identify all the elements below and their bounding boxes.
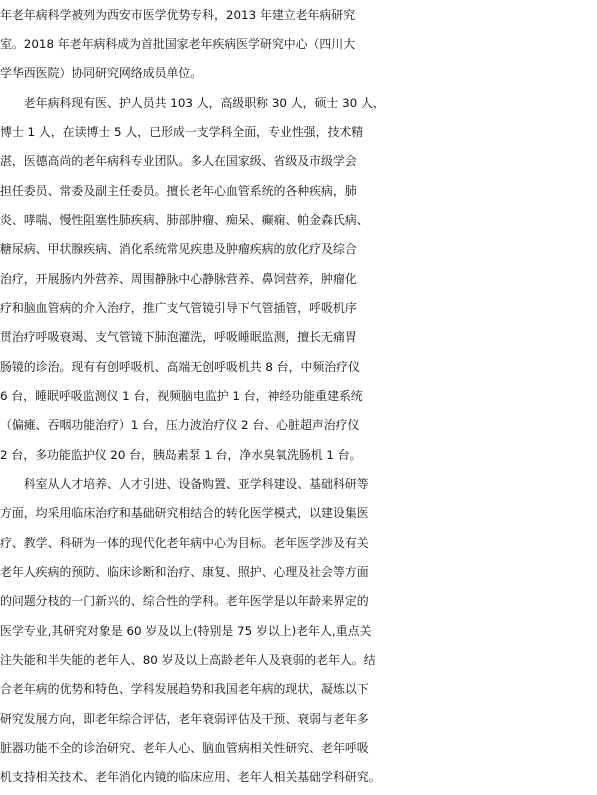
text-line: 肠镜的诊治。现有有创呼吸机、高端无创呼吸机共 8 台，中频治疗仪 (0, 360, 360, 374)
text-line: 疗、教学、科研为一体的现代化老年病中心为目标。老年医学涉及有关 (0, 536, 369, 550)
text-line: 担任委员、常委及副主任委员。擅长老年心血管系统的各种疾病，肺 (0, 184, 357, 198)
text-line: 室。2018 年老年病科成为首批国家老年疾病医学研究中心（四川大 (0, 37, 356, 51)
text-line: 贯治疗呼吸衰竭、支气管镜下肺泡灌洗，呼吸睡眠监测，擅长无痛胃 (0, 330, 357, 344)
text-line: 方面，均采用临床治疗和基础研究相结合的转化医学模式，以建设集医 (0, 506, 369, 520)
text-line: 注失能和半失能的老年人、80 岁及以上高龄老年人及衰弱的老年人。结 (0, 653, 376, 667)
text-line: 科室从人才培养、人才引进、设备购置、亚学科建设、基础科研等 (0, 477, 369, 491)
text-line: 的问题分枝的一门新兴的、综合性的学科。老年医学是以年龄来界定的 (0, 594, 369, 608)
text-line: 学华西医院）协同研究网络成员单位。 (0, 66, 203, 80)
text-line: 老年病科现有医、护人员共 103 人，高级职称 30 人，硕士 30 人， (0, 96, 385, 110)
text-line: 合老年病的优势和特色、学科发展趋势和我国老年病的现状，凝炼以下 (0, 682, 369, 696)
text-line: 年老年病科学被列为西安市医学优势专科，2013 年建立老年病研究 (0, 8, 356, 22)
text-line: 6 台，睡眠呼吸监测仪 1 台，视频脑电监护 1 台，神经功能重建系统 (0, 389, 363, 403)
text-line: 博士 1 人，在读博士 5 人，已形成一支学科全面，专业性强，技术精 (0, 125, 364, 139)
text-line: 湛，医德高尚的老年病科专业团队。多人在国家级、省级及市级学会 (0, 154, 357, 168)
text-line: 疗和脑血管病的介入治疗，推广支气管镜引导下气管插管，呼吸机序 (0, 301, 357, 315)
text-line: 机支持相关技术、老年消化内镜的临床应用、老年人相关基础学科研究。 (0, 770, 381, 784)
text-line: 治疗，开展肠内外营养、周围静脉中心静脉营养、鼻饲营养，肿瘤化 (0, 272, 357, 286)
text-line: 医学专业,其研究对象是 60 岁及以上(特别是 75 岁以上)老年人,重点关 (0, 624, 372, 638)
text-line: 研究发展方向，即老年综合评估，老年衰弱评估及干预、衰弱与老年多 (0, 712, 369, 726)
text-line: 炎、哮喘、慢性阻塞性肺疾病、肺部肿瘤、痴呆、癫痫、帕金森氏病、 (0, 213, 369, 227)
text-line: 2 台，多功能监护仪 20 台，胰岛素泵 1 台，净水臭氧洗肠机 1 台。 (0, 448, 362, 462)
text-line: 糖尿病、甲状腺疾病、消化系统常见疾患及肿瘤疾病的放化疗及综合 (0, 242, 357, 256)
text-line: 脏器功能不全的诊治研究、老年人心、脑血管病相关性研究、老年呼吸 (0, 741, 369, 755)
text-line: 老年人疾病的预防、临床诊断和治疗、康复、照护、心理及社会等方面 (0, 565, 369, 579)
text-line: （偏瘫、吞咽功能治疗）1 台，压力波治疗仪 2 台、心脏超声治疗仪 (0, 418, 360, 432)
